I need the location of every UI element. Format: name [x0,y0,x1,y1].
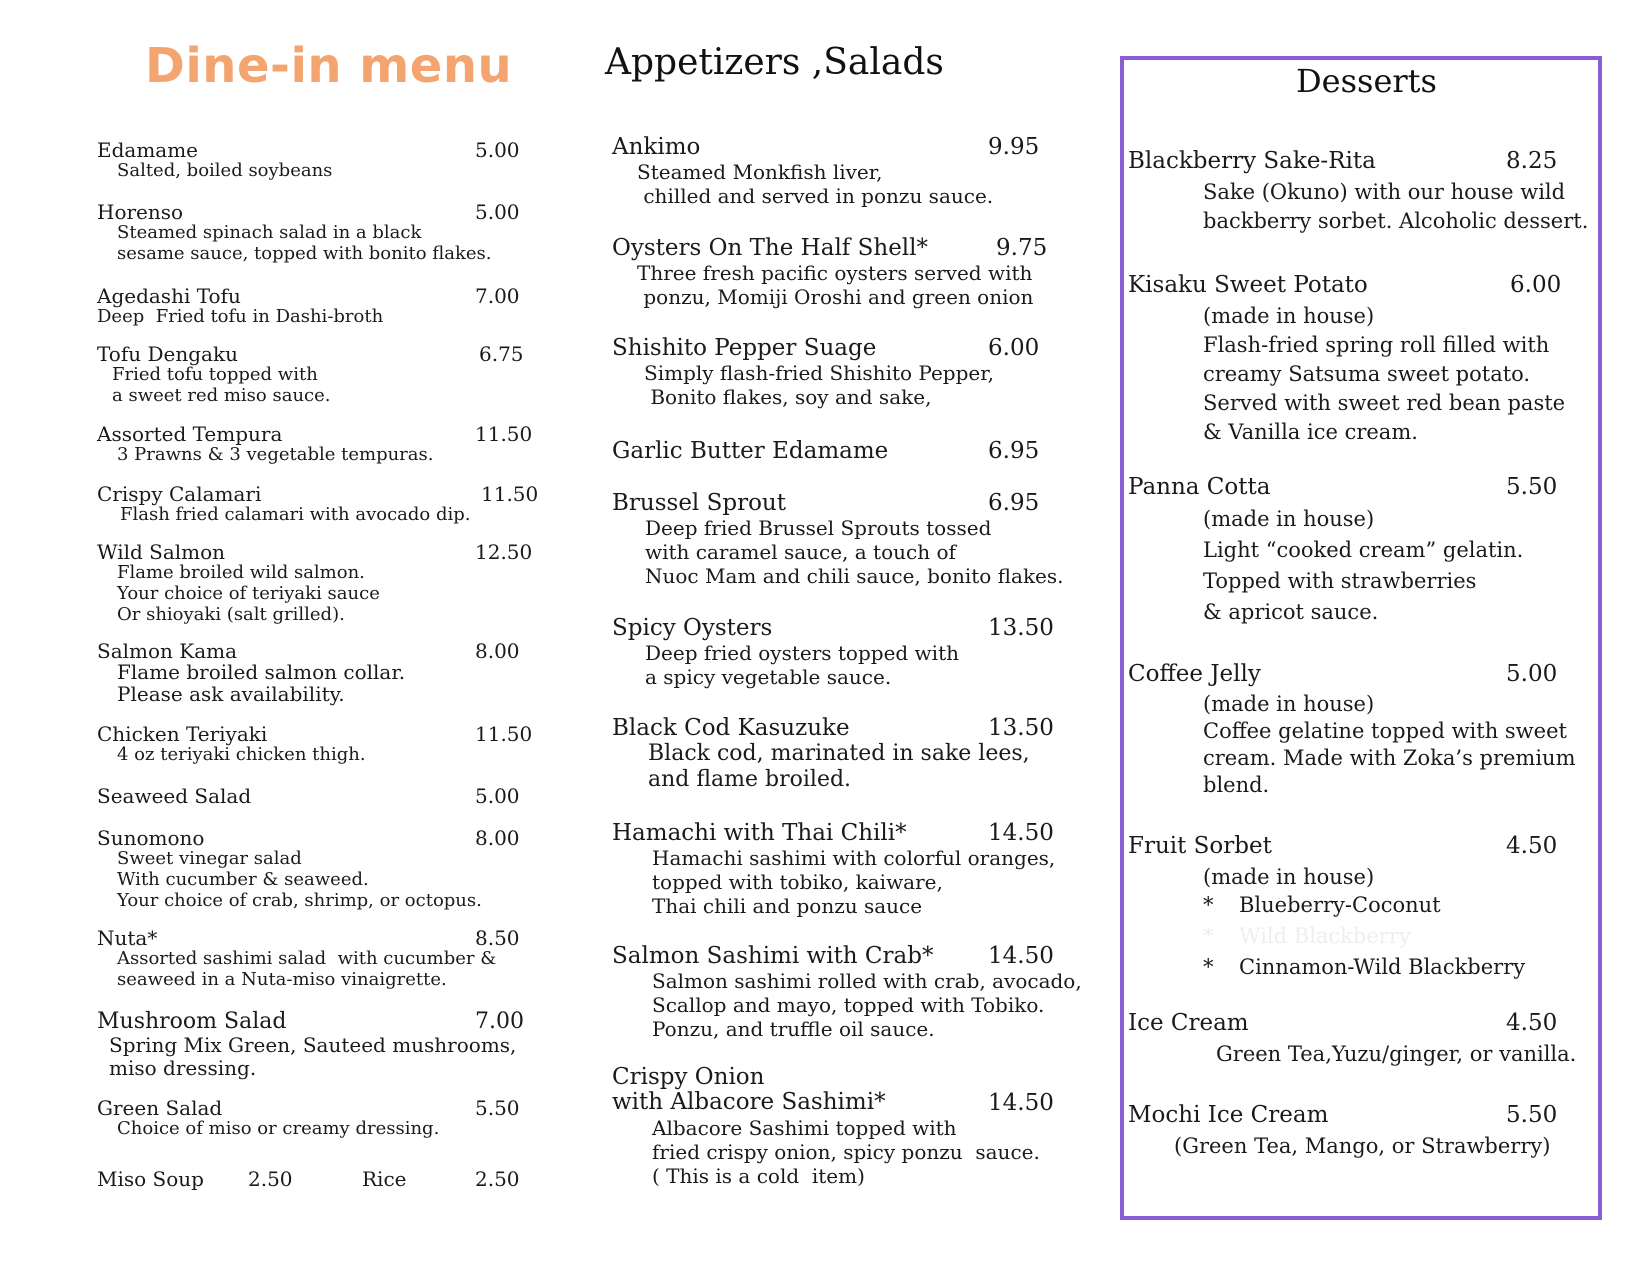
item-description: Deep fried oysters topped with a spicy vegetable sauce. [645,641,959,689]
item-price: 14.50 [988,943,1054,969]
item-description: Choice of miso or creamy dressing. [117,1118,440,1139]
item-description: Assorted sashimi salad with cucumber & seaweed in a Nuta-miso vinaigrette. [117,948,497,990]
bullet-icon: * [1203,924,1214,948]
item-price: 7.00 [475,1009,524,1034]
item-price: 9.75 [996,235,1048,261]
item-name: Agedashi Tofu [97,284,241,308]
bullet-icon: * [1203,893,1214,917]
item-description: Hamachi sashimi with colorful oranges, topped with tobiko, kaiware, Thai chili and ponzu sauce [652,846,1056,918]
item-name: Chicken Teriyaki [97,722,268,746]
item-price: 5.00 [475,784,520,808]
item-name: Seaweed Salad [97,784,252,808]
item-price: 14.50 [988,1090,1054,1116]
item-name: Sunomono [97,826,205,850]
item-name: Edamame [97,138,199,162]
item-price: 8.00 [475,826,520,850]
miso-soup-label: Miso Soup [97,1167,204,1191]
item-description: (made in house) [1203,865,1375,889]
item-name: Black Cod Kasuzuke [612,715,850,741]
item-name: Brussel Sprout [612,490,786,516]
sorbet-flavor [1203,955,1525,979]
item-description: Flash fried calamari with avocado dip. [120,504,471,525]
item-description: Sweet vinegar salad With cucumber & seaweed. Your choice of crab, shrimp, or octopus. [117,848,482,911]
item-price: 7.00 [475,284,520,308]
item-price: 6.95 [988,438,1040,464]
sorbet-flavor [1203,924,1411,948]
item-price: 5.00 [475,138,520,162]
item-name: Ice Cream [1128,1010,1249,1036]
item-name: Crispy Calamari [97,482,262,506]
item-name: Mushroom Salad [97,1009,287,1034]
item-name: Ankimo [612,134,701,160]
desserts-heading: Desserts [1296,62,1437,100]
item-price: 8.00 [475,639,520,663]
item-price: 6.00 [1510,272,1562,298]
item-price: 11.50 [475,722,533,746]
rice-label: Rice [362,1167,407,1191]
item-description: Salmon sashimi rolled with crab, avocado, Scallop and mayo, topped with Tobiko. Ponzu, and truffle oil sauce. [652,969,1082,1041]
item-price: 5.00 [1506,661,1558,687]
menu-title: Dine-in menu [145,38,513,94]
item-price: 11.50 [475,422,533,446]
item-price: 8.50 [475,926,520,950]
item-name: Coffee Jelly [1128,661,1261,687]
item-name: Horenso [97,200,184,224]
item-price: 14.50 [988,820,1054,846]
item-description: Flame broiled salmon collar. Please ask availability. [117,660,406,706]
item-name: Tofu Dengaku [97,342,238,366]
item-price: 5.50 [1506,1102,1558,1128]
flavor-label: Blueberry-Coconut [1239,893,1441,917]
item-name: Mochi Ice Cream [1128,1102,1329,1128]
item-name: Hamachi with Thai Chili* [612,820,907,846]
item-price: 12.50 [475,540,533,564]
item-description: Black cod, marinated in sake lees, and flame broiled. [648,741,1030,792]
item-description: Spring Mix Green, Sauteed mushrooms, miso dressing. [109,1033,517,1080]
item-description: (made in house) Light “cooked cream” gelatin. Topped with strawberries & apricot sauce. [1203,507,1524,624]
appetizers-heading: Appetizers ,Salads [605,42,944,83]
item-name: Oysters On The Half Shell* [612,235,929,261]
item-description: Sake (Okuno) with our house wild backberry sorbet. Alcoholic dessert. [1203,180,1589,233]
item-description: (made in house) Flash-fried spring roll filled with creamy Satsuma sweet potato. Served with sweet red bean paste & Vanilla ice cream. [1203,304,1566,444]
item-price: 4.50 [1506,833,1558,859]
item-name: Blackberry Sake-Rita [1128,148,1376,174]
item-name: Fruit Sorbet [1128,833,1272,859]
item-name: Salmon Sashimi with Crab* [612,943,934,969]
item-description: (made in house) Coffee gelatine topped with sweet cream. Made with Zoka’s premium blend. [1203,692,1576,797]
item-name: Assorted Tempura [97,422,283,446]
flavor-label: Cinnamon-Wild Blackberry [1239,955,1526,979]
item-name: Panna Cotta [1128,474,1271,500]
item-description: (Green Tea, Mango, or Strawberry) [1174,1134,1551,1158]
item-description: Fried tofu topped with a sweet red miso sauce. [112,364,331,406]
item-price: 11.50 [481,482,539,506]
item-price: 4.50 [1506,1010,1558,1036]
item-description: Flame broiled wild salmon. Your choice of teriyaki sauce Or shioyaki (salt grilled). [117,562,380,625]
item-name: Garlic Butter Edamame [612,438,889,464]
item-price: 9.95 [988,134,1040,160]
item-description: Simply flash-fried Shishito Pepper, Bonito flakes, soy and sake, [644,361,994,409]
item-price: 6.95 [988,490,1040,516]
item-name: Wild Salmon [97,540,226,564]
item-name: Green Salad [97,1096,223,1120]
item-description: Steamed Monkfish liver, chilled and served in ponzu sauce. [637,160,994,208]
item-price: 8.25 [1506,148,1558,174]
bullet-icon: * [1203,955,1214,979]
item-description: Steamed spinach salad in a black sesame sauce, topped with bonito flakes. [117,222,492,264]
flavor-label: Wild Blackberry [1239,924,1411,948]
item-price: 5.50 [475,1096,520,1120]
item-description: Salted, boiled soybeans [117,160,333,181]
item-price: 5.00 [475,200,520,224]
item-price: 13.50 [988,615,1054,641]
item-price: 6.00 [988,335,1040,361]
item-description: Green Tea,Yuzu/ginger, or vanilla. [1216,1042,1577,1066]
item-price: 6.75 [479,342,524,366]
item-description: Deep Fried tofu in Dashi-broth [97,306,384,327]
item-description: 4 oz teriyaki chicken thigh. [117,744,366,765]
item-description: Albacore Sashimi topped with fried crispy onion, spicy ponzu sauce. ( This is a cold item) [652,1116,1040,1188]
rice-price: 2.50 [475,1167,520,1191]
item-description: 3 Prawns & 3 vegetable tempuras. [117,444,434,465]
item-name: Salmon Kama [97,639,238,663]
item-price: 13.50 [988,715,1054,741]
sorbet-flavor [1203,893,1441,917]
item-name: Nuta* [97,926,158,950]
item-name: Crispy Onion with Albacore Sashimi* [612,1064,886,1115]
item-description: Three fresh pacific oysters served with ponzu, Momiji Oroshi and green onion [637,261,1034,309]
item-name: Shishito Pepper Suage [612,335,877,361]
item-description: Deep fried Brussel Sprouts tossed with caramel sauce, a touch of Nuoc Mam and chili sauce, bonito flakes. [645,516,1064,588]
item-name: Kisaku Sweet Potato [1128,272,1368,298]
item-price: 5.50 [1506,474,1558,500]
item-name: Spicy Oysters [612,615,773,641]
miso-soup-price: 2.50 [248,1167,293,1191]
